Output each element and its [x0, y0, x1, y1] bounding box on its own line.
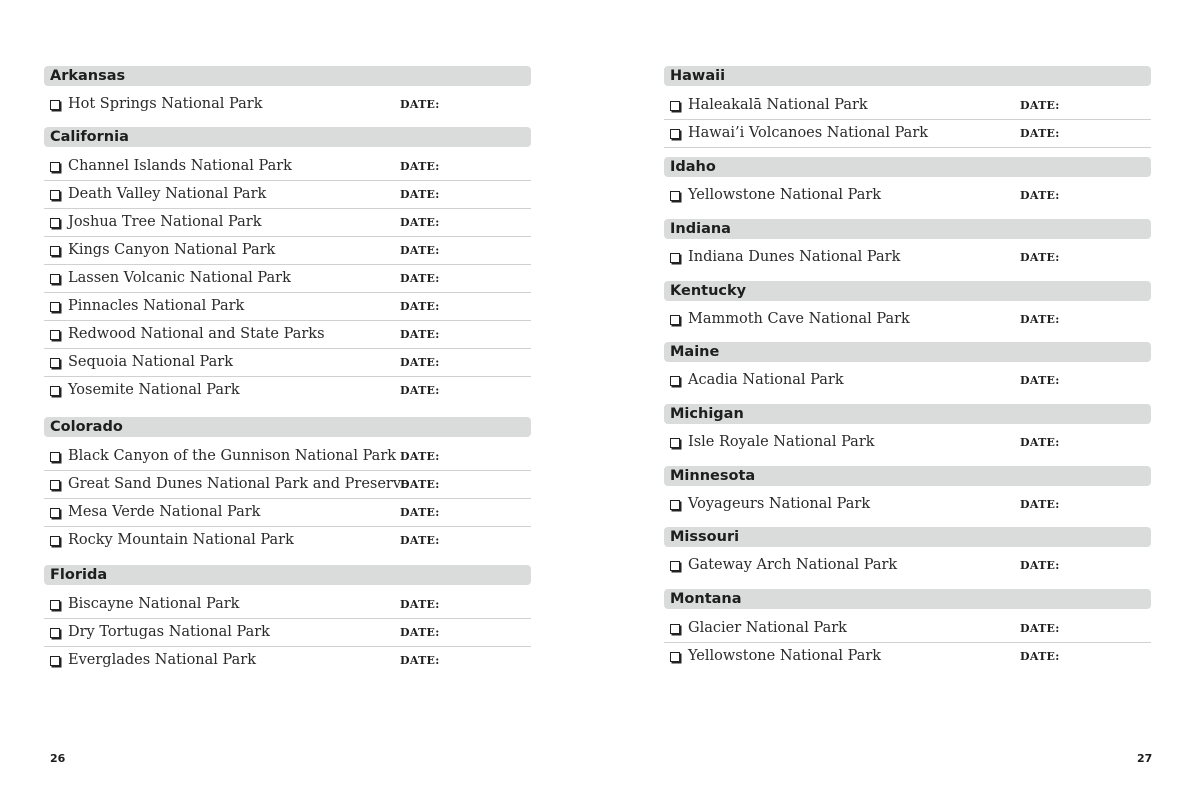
park-row — [664, 367, 1151, 395]
park-row — [664, 306, 1151, 334]
date-label: DATE: — [1020, 559, 1060, 572]
state-section — [664, 281, 1151, 334]
checkbox[interactable] — [670, 129, 680, 139]
date-label: DATE: — [400, 384, 440, 397]
state-header: Montana — [664, 589, 1151, 609]
date-label: DATE: — [400, 654, 440, 667]
state-header: California — [44, 127, 531, 147]
state-header: Kentucky — [664, 281, 1151, 301]
park-name: Hawai’i Volcanoes National Park — [688, 125, 929, 141]
state-header: Colorado — [44, 417, 531, 437]
state-header: Hawaii — [664, 66, 1151, 86]
checkbox[interactable] — [50, 508, 60, 518]
park-row — [664, 615, 1151, 643]
park-row — [44, 527, 531, 555]
park-name: Redwood National and State Parks — [68, 326, 325, 342]
checkbox[interactable] — [50, 218, 60, 228]
date-label: DATE: — [1020, 127, 1060, 140]
date-label: DATE: — [400, 216, 440, 229]
park-row — [44, 321, 531, 349]
park-name: Mammoth Cave National Park — [688, 311, 910, 327]
park-name: Rocky Mountain National Park — [68, 532, 294, 548]
state-section — [664, 466, 1151, 519]
checkbox[interactable] — [50, 190, 60, 200]
checkbox[interactable] — [670, 253, 680, 263]
park-row — [664, 92, 1151, 120]
park-row — [664, 244, 1151, 272]
state-section — [664, 342, 1151, 395]
park-row — [44, 293, 531, 321]
checkbox[interactable] — [670, 561, 680, 571]
park-name: Pinnacles National Park — [68, 298, 245, 314]
checkbox[interactable] — [50, 246, 60, 256]
park-name: Joshua Tree National Park — [68, 214, 262, 230]
park-row — [44, 91, 531, 119]
park-name: Kings Canyon National Park — [68, 242, 276, 258]
checkbox[interactable] — [670, 438, 680, 448]
checkbox[interactable] — [50, 386, 60, 396]
park-row — [664, 429, 1151, 457]
date-label: DATE: — [400, 300, 440, 313]
state-section — [44, 66, 531, 119]
park-row — [44, 471, 531, 499]
date-label: DATE: — [400, 188, 440, 201]
date-label: DATE: — [400, 598, 440, 611]
state-header: Idaho — [664, 157, 1151, 177]
park-name: Glacier National Park — [688, 620, 847, 636]
park-row — [44, 619, 531, 647]
date-label: DATE: — [400, 506, 440, 519]
checkbox[interactable] — [50, 536, 60, 546]
date-label: DATE: — [400, 160, 440, 173]
state-section — [44, 127, 531, 405]
state-header: Michigan — [664, 404, 1151, 424]
date-label: DATE: — [1020, 251, 1060, 264]
date-label: DATE: — [400, 328, 440, 341]
state-header: Arkansas — [44, 66, 531, 86]
state-header: Indiana — [664, 219, 1151, 239]
park-name: Acadia National Park — [688, 372, 844, 388]
park-name: Yosemite National Park — [68, 382, 240, 398]
date-label: DATE: — [400, 478, 440, 491]
park-name: Death Valley National Park — [68, 186, 267, 202]
park-row — [44, 181, 531, 209]
park-name: Hot Springs National Park — [68, 96, 263, 112]
date-label: DATE: — [1020, 374, 1060, 387]
checkbox[interactable] — [50, 628, 60, 638]
park-name: Lassen Volcanic National Park — [68, 270, 291, 286]
checkbox[interactable] — [50, 358, 60, 368]
checkbox[interactable] — [670, 376, 680, 386]
state-section — [664, 589, 1151, 671]
date-label: DATE: — [400, 626, 440, 639]
state-header: Florida — [44, 565, 531, 585]
page-number: 26 — [50, 752, 66, 765]
park-row — [664, 552, 1151, 580]
park-row — [664, 182, 1151, 210]
date-label: DATE: — [1020, 189, 1060, 202]
date-label: DATE: — [1020, 99, 1060, 112]
date-label: DATE: — [400, 450, 440, 463]
park-row — [44, 153, 531, 181]
state-section — [664, 404, 1151, 457]
checkbox[interactable] — [50, 452, 60, 462]
state-section — [664, 219, 1151, 272]
state-header: Missouri — [664, 527, 1151, 547]
state-section — [664, 66, 1151, 148]
park-name: Great Sand Dunes National Park and Preserve — [68, 476, 410, 492]
state-header: Minnesota — [664, 466, 1151, 486]
park-name: Indiana Dunes National Park — [688, 249, 901, 265]
state-section — [664, 157, 1151, 210]
park-name: Haleakalā National Park — [688, 97, 868, 113]
park-name: Gateway Arch National Park — [688, 557, 898, 573]
date-label: DATE: — [400, 534, 440, 547]
park-name: Dry Tortugas National Park — [68, 624, 270, 640]
state-section — [44, 417, 531, 555]
checkbox[interactable] — [50, 162, 60, 172]
checkbox[interactable] — [670, 624, 680, 634]
date-label: DATE: — [400, 356, 440, 369]
date-label: DATE: — [400, 272, 440, 285]
checkbox[interactable] — [670, 652, 680, 662]
date-label: DATE: — [1020, 436, 1060, 449]
date-label: DATE: — [400, 244, 440, 257]
date-label: DATE: — [1020, 313, 1060, 326]
park-row — [44, 377, 531, 405]
state-section — [44, 565, 531, 675]
park-name: Channel Islands National Park — [68, 158, 292, 174]
park-name: Yellowstone National Park — [688, 187, 882, 203]
date-label: DATE: — [1020, 650, 1060, 663]
park-row — [44, 443, 531, 471]
state-section — [664, 527, 1151, 580]
park-row — [664, 491, 1151, 519]
park-name: Everglades National Park — [68, 652, 256, 668]
park-name: Mesa Verde National Park — [68, 504, 261, 520]
park-row — [664, 643, 1151, 671]
state-header: Maine — [664, 342, 1151, 362]
checkbox[interactable] — [670, 500, 680, 510]
page-number: 27 — [1137, 752, 1153, 765]
park-row — [44, 499, 531, 527]
park-row — [44, 349, 531, 377]
checkbox[interactable] — [670, 101, 680, 111]
checkbox[interactable] — [50, 656, 60, 666]
park-row — [44, 591, 531, 619]
park-row — [44, 647, 531, 675]
checkbox[interactable] — [670, 315, 680, 325]
checkbox[interactable] — [50, 600, 60, 610]
park-row — [664, 120, 1151, 148]
checkbox[interactable] — [50, 480, 60, 490]
park-name: Sequoia National Park — [68, 354, 233, 370]
date-label: DATE: — [1020, 622, 1060, 635]
park-row — [44, 237, 531, 265]
park-name: Yellowstone National Park — [688, 648, 882, 664]
checkbox[interactable] — [50, 274, 60, 284]
checkbox[interactable] — [50, 100, 60, 110]
park-name: Biscayne National Park — [68, 596, 240, 612]
park-row — [44, 265, 531, 293]
date-label: DATE: — [400, 98, 440, 111]
checkbox[interactable] — [670, 191, 680, 201]
date-label: DATE: — [1020, 498, 1060, 511]
park-name: Isle Royale National Park — [688, 434, 875, 450]
park-name: Black Canyon of the Gunnison National Park — [68, 448, 397, 464]
checkbox[interactable] — [50, 330, 60, 340]
park-name: Voyageurs National Park — [688, 496, 871, 512]
park-row — [44, 209, 531, 237]
checkbox[interactable] — [50, 302, 60, 312]
